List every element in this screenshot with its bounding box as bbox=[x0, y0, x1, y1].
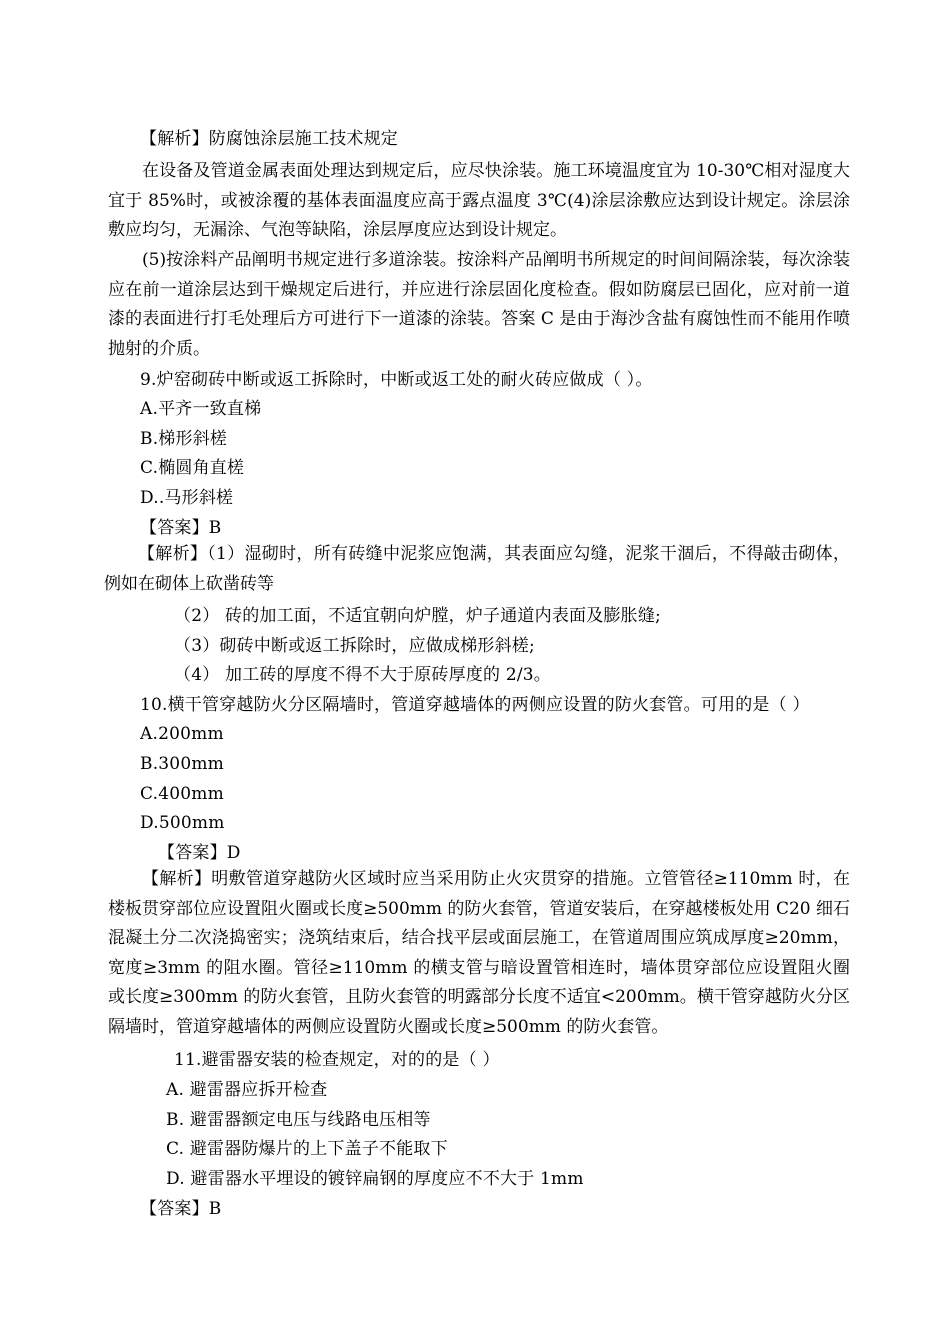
analysis-heading: 【解析】防腐蚀涂层施工技术规定 bbox=[140, 129, 398, 149]
option-a: A.平齐一致直梯 bbox=[140, 399, 262, 419]
question-10: 10.横干管穿越防火分区隔墙时，管道穿越墙体的两侧应设置的防火套管。可用的是（ ） bbox=[140, 695, 810, 715]
option-d: D. 避雷器水平埋设的镀锌扁钢的厚度应不不大于 1mm bbox=[166, 1169, 584, 1189]
answer-11: 【答案】B bbox=[140, 1199, 222, 1219]
analysis-paragraph: 在设备及管道金属表面处理达到规定后，应尽快涂装。施工环境温度宜为 10-30℃相对湿度大宜于 85%时，或被涂覆的基体表面温度应高于露点温度 3℃(4)涂层涂敷应达到设计规定。涂层涂敷应均匀，无漏涂、气泡等缺陷，涂层厚度应达到设计规定。 bbox=[108, 161, 850, 240]
analysis-paragraph: (5)按涂料产品阐明书规定进行多道涂装。按涂料产品阐明书所规定的时间间隔涂装，每次涂装应在前一道涂层达到干燥规定后进行，并应进行涂层固化度检查。假如防腐层已固化，应对前一道漆的表面进行打毛处理后方可进行下一道漆的涂装。答案 C 是由于海沙含盐有腐蚀性而不能用作喷抛射的介质。 bbox=[108, 250, 850, 359]
option-b: B.梯形斜槎 bbox=[140, 429, 228, 449]
question-11: 11.避雷器安装的检查规定，对的的是（ ） bbox=[174, 1050, 500, 1070]
option-c: C.400mm bbox=[140, 784, 224, 804]
answer-10: 【答案】D bbox=[158, 843, 241, 863]
analysis-item: （2） 砖的加工面，不适宜朝向炉膛，炉子通道内表面及膨胀缝; bbox=[174, 606, 661, 626]
option-a: A.200mm bbox=[140, 724, 224, 744]
question-9: 9.炉窑砌砖中断或返工拆除时，中断或返工处的耐火砖应做成（ ）。 bbox=[140, 370, 653, 390]
option-a: A. 避雷器应拆开检查 bbox=[166, 1080, 328, 1100]
answer-9: 【答案】B bbox=[140, 518, 222, 538]
option-c: C.椭圆角直槎 bbox=[140, 458, 245, 478]
option-b: B.300mm bbox=[140, 754, 224, 774]
option-d: D..马形斜槎 bbox=[140, 488, 234, 508]
option-c: C. 避雷器防爆片的上下盖子不能取下 bbox=[166, 1139, 448, 1159]
analysis-paragraph: 【解析】（1）湿砌时，所有砖缝中泥浆应饱满，其表面应勾缝，泥浆干涸后，不得敲击砌体，例如在砌体上砍凿砖等 bbox=[104, 544, 850, 594]
analysis-item: （3）砌砖中断或返工拆除时，应做成梯形斜槎; bbox=[174, 636, 535, 656]
option-d: D.500mm bbox=[140, 813, 225, 833]
analysis-paragraph: 【解析】明敷管道穿越防火区域时应当采用防止火灾贯穿的措施。立管管径≥110mm 时，在楼板贯穿部位应设置阻火圈或长度≥500mm 的防火套管，管道安装后，在穿越楼板处用 C20 细石混凝土分二次浇捣密实；浇筑结束后，结合找平层或面层施工，在管道周围应筑成厚度≥20mm，宽度≥3mm 的阻水圈。管径≥110mm 的横支管与暗设置管相连时，墙体贯穿部位应设置阻火圈或长度≥300mm 的防火套管，且防火套管的明露部分长度不适宜<200mm。横干管穿越防火分区隔墙时，管道穿越墙体的两侧应设置防火圈或长度≥500mm 的防火套管。 bbox=[108, 869, 850, 1037]
analysis-item: （4） 加工砖的厚度不得不大于原砖厚度的 2/3。 bbox=[174, 665, 551, 685]
option-b: B. 避雷器额定电压与线路电压相等 bbox=[166, 1110, 431, 1130]
